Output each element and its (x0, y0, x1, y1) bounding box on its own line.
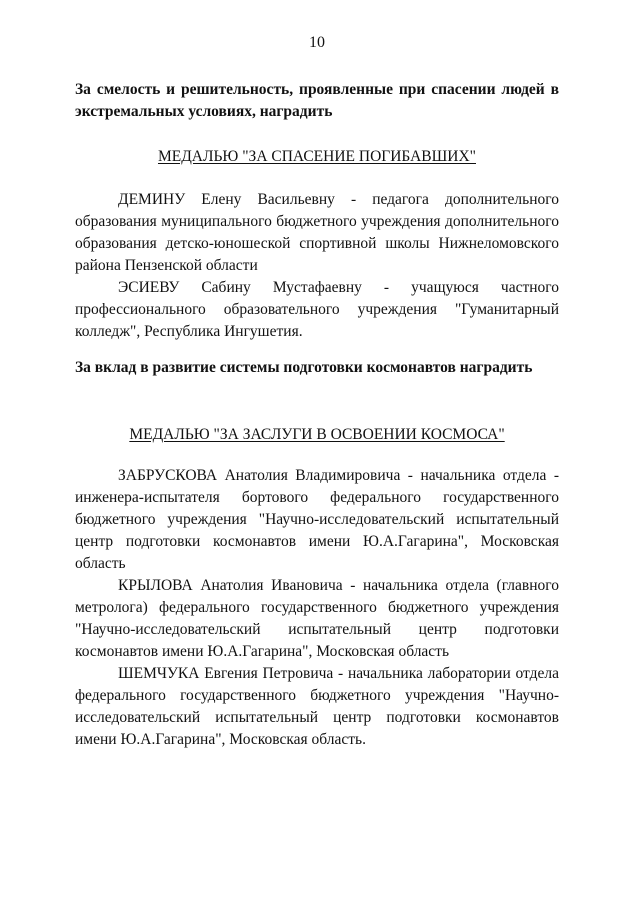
section-1-medal-title: МЕДАЛЬЮ "ЗА СПАСЕНИЕ ПОГИБАВШИХ" (157, 148, 476, 165)
section-1-intro: За смелость и решительность, проявленные при спасении людей в экстремальных условиях, наградить (75, 81, 559, 120)
section-2-recipients (75, 465, 559, 751)
section-1-recipients (75, 189, 559, 343)
section-2-intro: За вклад в развитие системы подготовки космонавтов наградить (75, 359, 533, 376)
recipient-esieva: ЭСИЕВУ Сабину Мустафаевну - учащуюся частного профессионального образовательного учреждения "Гуманитарный колледж", Республика Ингушетия. (75, 279, 559, 340)
section-2-medal-title: МЕДАЛЬЮ "ЗА ЗАСЛУГИ В ОСВОЕНИИ КОСМОСА" (129, 426, 505, 443)
page-number: 10 (309, 34, 325, 51)
recipient-shemchuka: ШЕМЧУКА Евгения Петровича - начальника лаборатории отдела федерального государственного бюджетного учреждения "Научно-исследовательский испытательный центр подготовки космонавтов имени Ю.А.Гагарина", Московская область. (75, 665, 559, 748)
recipient-krylova: КРЫЛОВА Анатолия Ивановича - начальника отдела (главного метролога) федерального государственного бюджетного учреждения "Научно-исследовательский испытательный центр подготовки космонавтов имени Ю.А.Гагарина", Московская область (75, 577, 559, 660)
recipient-demina: ДЕМИНУ Елену Васильевну - педагога дополнительного образования муниципального бюджетного учреждения дополнительного образования детско-юношеской спортивной школы Нижнеломовского района Пензенской области (75, 191, 559, 274)
recipient-zabruskova: ЗАБРУСКОВА Анатолия Владимировича - начальника отдела - инженера-испытателя бортового федерального государственного бюджетного учреждения "Научно-исследовательский испытательный центр подготовки космонавтов имени Ю.А.Гагарина", Московская область (75, 467, 559, 572)
